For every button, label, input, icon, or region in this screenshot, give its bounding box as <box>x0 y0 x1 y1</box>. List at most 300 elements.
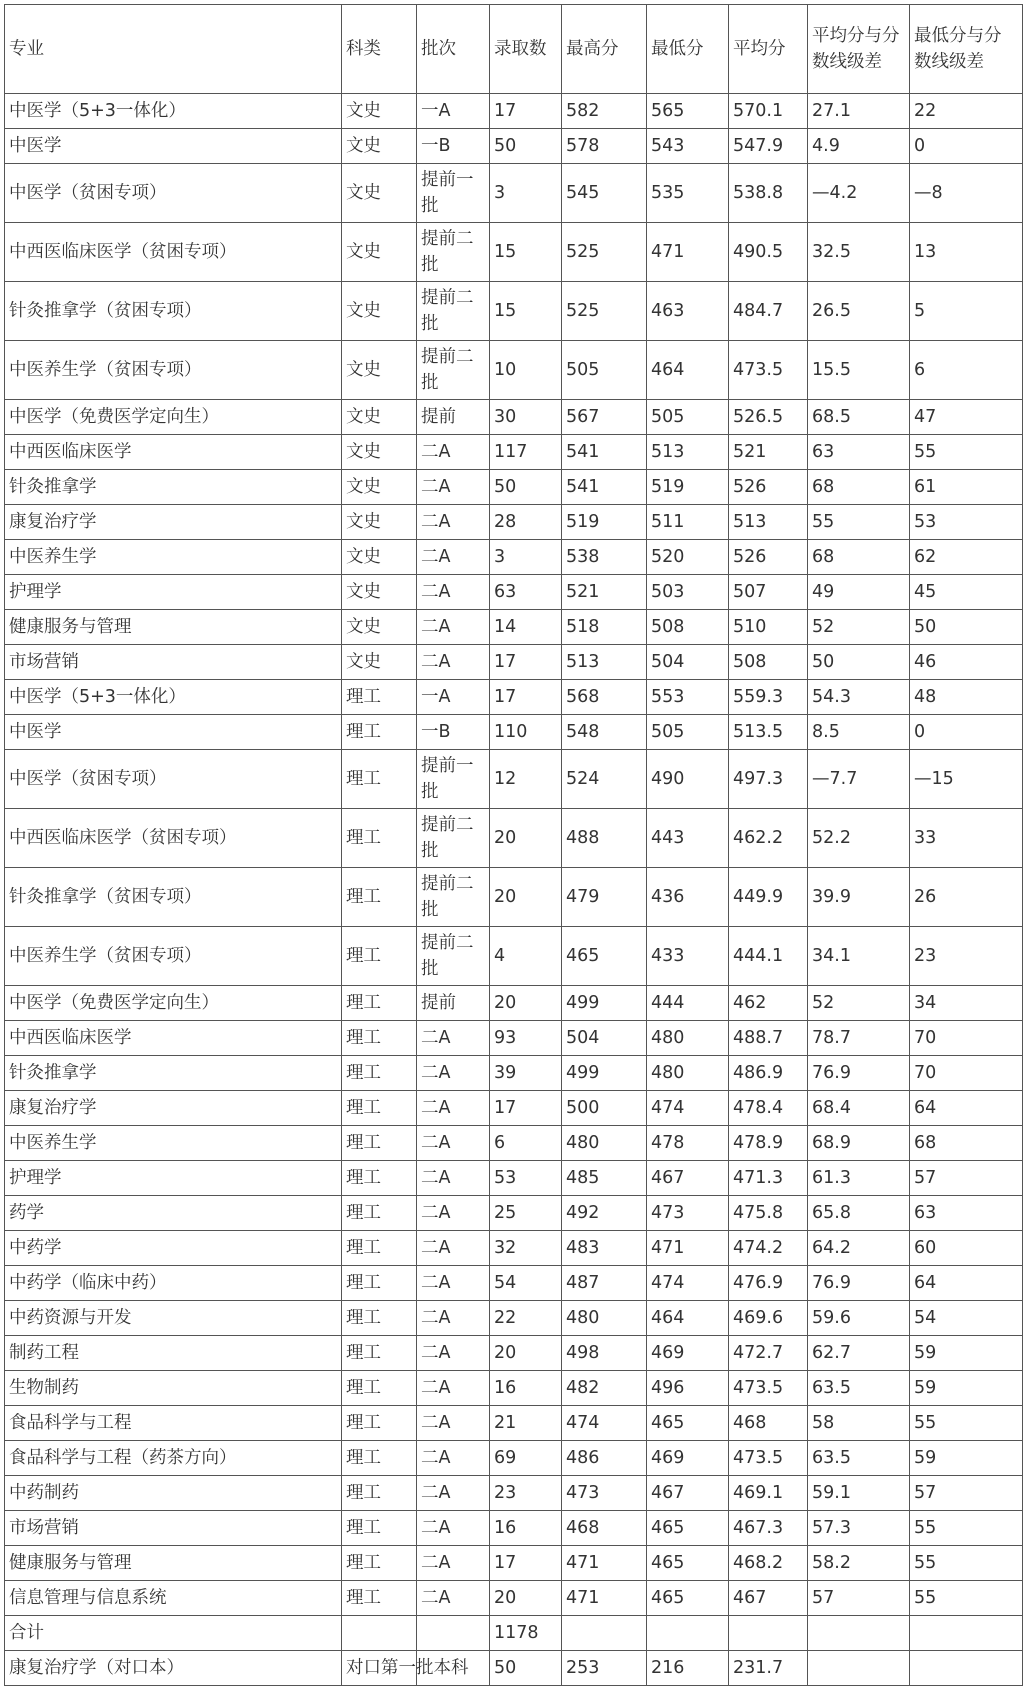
cell-avg-diff: 78.7 <box>808 1021 910 1056</box>
cell-min-score: 508 <box>647 610 729 645</box>
cell-admitted: 50 <box>490 1651 562 1686</box>
cell-admitted: 12 <box>490 750 562 809</box>
cell-max-score: 480 <box>562 1126 647 1161</box>
cell-admitted: 17 <box>490 94 562 129</box>
cell-avg-score: 486.9 <box>729 1056 808 1091</box>
cell-min-diff: 68 <box>910 1126 1023 1161</box>
cell-major: 药学 <box>5 1196 342 1231</box>
cell-min-diff: 5 <box>910 282 1023 341</box>
cell-min-diff <box>910 1616 1023 1651</box>
cell-category: 文史 <box>342 435 417 470</box>
cell-major: 中医学（免费医学定向生） <box>5 400 342 435</box>
cell-category: 理工 <box>342 927 417 986</box>
cell-min-diff: 63 <box>910 1196 1023 1231</box>
cell-admitted: 20 <box>490 809 562 868</box>
cell-admitted: 25 <box>490 1196 562 1231</box>
table-row <box>5 1441 1023 1476</box>
cell-admitted: 93 <box>490 1021 562 1056</box>
cell-max-score: 524 <box>562 750 647 809</box>
cell-min-score: 465 <box>647 1581 729 1616</box>
cell-category: 文史 <box>342 164 417 223</box>
cell-avg-score: 467 <box>729 1581 808 1616</box>
admission-score-table <box>4 4 1023 1686</box>
cell-avg-diff: 68 <box>808 470 910 505</box>
cell-batch: 二A <box>417 1581 490 1616</box>
cell-max-score: 471 <box>562 1546 647 1581</box>
cell-batch: 提前一批 <box>417 750 490 809</box>
cell-category: 理工 <box>342 986 417 1021</box>
cell-major: 中医养生学 <box>5 1126 342 1161</box>
cell-avg-score: 474.2 <box>729 1231 808 1266</box>
cell-min-diff: 6 <box>910 341 1023 400</box>
cell-max-score: 513 <box>562 645 647 680</box>
cell-min-score: 465 <box>647 1406 729 1441</box>
cell-max-score: 471 <box>562 1581 647 1616</box>
table-row <box>5 750 1023 809</box>
cell-avg-diff: 49 <box>808 575 910 610</box>
cell-avg-score: 521 <box>729 435 808 470</box>
cell-major: 中医学（贫困专项） <box>5 164 342 223</box>
cell-avg-score: 559.3 <box>729 680 808 715</box>
cell-avg-diff: 15.5 <box>808 341 910 400</box>
cell-admitted: 17 <box>490 1546 562 1581</box>
header-avg-score: 平均分 <box>729 5 808 94</box>
cell-admitted: 17 <box>490 680 562 715</box>
cell-major: 中医学 <box>5 129 342 164</box>
cell-avg-diff: 63.5 <box>808 1371 910 1406</box>
cell-admitted: 17 <box>490 1091 562 1126</box>
cell-avg-diff: 32.5 <box>808 223 910 282</box>
cell-min-score: 478 <box>647 1126 729 1161</box>
cell-admitted: 21 <box>490 1406 562 1441</box>
cell-avg-score: 473.5 <box>729 1371 808 1406</box>
table-row <box>5 1336 1023 1371</box>
cell-avg-diff: 52 <box>808 610 910 645</box>
cell-min-score: 490 <box>647 750 729 809</box>
cell-major: 中医学（免费医学定向生） <box>5 986 342 1021</box>
cell-avg-diff: 63 <box>808 435 910 470</box>
cell-major: 康复治疗学 <box>5 1091 342 1126</box>
cell-admitted: 117 <box>490 435 562 470</box>
table-row <box>5 1546 1023 1581</box>
cell-avg-score: 478.4 <box>729 1091 808 1126</box>
table-row <box>5 94 1023 129</box>
table-row <box>5 129 1023 164</box>
cell-max-score: 499 <box>562 1056 647 1091</box>
cell-batch: 二A <box>417 1336 490 1371</box>
cell-avg-score: 473.5 <box>729 1441 808 1476</box>
cell-max-score: 519 <box>562 505 647 540</box>
cell-admitted: 110 <box>490 715 562 750</box>
cell-avg-diff: 52.2 <box>808 809 910 868</box>
cell-admitted: 22 <box>490 1301 562 1336</box>
table-row <box>5 1091 1023 1126</box>
cell-batch: 二A <box>417 1476 490 1511</box>
cell-admitted: 15 <box>490 223 562 282</box>
cell-category: 文史 <box>342 505 417 540</box>
cell-avg-score: 513.5 <box>729 715 808 750</box>
cell-min-diff: 62 <box>910 540 1023 575</box>
cell-category: 文史 <box>342 470 417 505</box>
cell-max-score: 525 <box>562 223 647 282</box>
cell-batch: 二A <box>417 1056 490 1091</box>
cell-max-score: 483 <box>562 1231 647 1266</box>
cell-category: 理工 <box>342 1161 417 1196</box>
table-row <box>5 1476 1023 1511</box>
cell-admitted: 20 <box>490 986 562 1021</box>
cell-max-score: 538 <box>562 540 647 575</box>
cell-admitted: 30 <box>490 400 562 435</box>
table-row <box>5 986 1023 1021</box>
cell-category: 理工 <box>342 1336 417 1371</box>
cell-admitted: 20 <box>490 1336 562 1371</box>
header-min-score: 最低分 <box>647 5 729 94</box>
cell-admitted: 50 <box>490 129 562 164</box>
table-row <box>5 223 1023 282</box>
cell-batch: 二A <box>417 1196 490 1231</box>
cell-major: 食品科学与工程（药茶方向） <box>5 1441 342 1476</box>
cell-min-diff: —15 <box>910 750 1023 809</box>
cell-category: 理工 <box>342 1301 417 1336</box>
cell-category: 理工 <box>342 715 417 750</box>
cell-avg-diff: 58 <box>808 1406 910 1441</box>
cell-batch: 二A <box>417 1301 490 1336</box>
cell-avg-diff: 65.8 <box>808 1196 910 1231</box>
cell-min-diff: 0 <box>910 129 1023 164</box>
table-row <box>5 1371 1023 1406</box>
table-row <box>5 400 1023 435</box>
table-row <box>5 505 1023 540</box>
cell-avg-diff: 68.4 <box>808 1091 910 1126</box>
header-major: 专业 <box>5 5 342 94</box>
cell-avg-diff: 4.9 <box>808 129 910 164</box>
cell-min-diff: 53 <box>910 505 1023 540</box>
cell-min-score: 543 <box>647 129 729 164</box>
cell-min-score: 471 <box>647 223 729 282</box>
cell-avg-score: 471.3 <box>729 1161 808 1196</box>
cell-avg-score: 476.9 <box>729 1266 808 1301</box>
cell-min-score: 480 <box>647 1056 729 1091</box>
cell-min-score: 436 <box>647 868 729 927</box>
cell-category: 文史 <box>342 94 417 129</box>
cell-avg-score: 570.1 <box>729 94 808 129</box>
table-row <box>5 1616 1023 1651</box>
cell-batch: 一A <box>417 94 490 129</box>
cell-min-diff: 70 <box>910 1056 1023 1091</box>
cell-batch: 提前一批 <box>417 164 490 223</box>
cell-batch: 提前二批 <box>417 927 490 986</box>
cell-max-score: 479 <box>562 868 647 927</box>
cell-max-score: 473 <box>562 1476 647 1511</box>
table-row <box>5 1196 1023 1231</box>
cell-avg-diff: 58.2 <box>808 1546 910 1581</box>
cell-category: 理工 <box>342 1266 417 1301</box>
cell-avg-diff: —7.7 <box>808 750 910 809</box>
cell-admitted: 1178 <box>490 1616 562 1651</box>
cell-avg-diff: 62.7 <box>808 1336 910 1371</box>
cell-batch: 二A <box>417 1021 490 1056</box>
cell-batch: 提前二批 <box>417 223 490 282</box>
table-row <box>5 470 1023 505</box>
cell-major: 中西医临床医学（贫困专项） <box>5 223 342 282</box>
cell-max-score: 486 <box>562 1441 647 1476</box>
cell-min-diff: 55 <box>910 1406 1023 1441</box>
cell-max-score: 504 <box>562 1021 647 1056</box>
cell-major: 制药工程 <box>5 1336 342 1371</box>
cell-avg-score: 467.3 <box>729 1511 808 1546</box>
cell-max-score: 567 <box>562 400 647 435</box>
cell-min-diff: 57 <box>910 1476 1023 1511</box>
table-row <box>5 282 1023 341</box>
cell-avg-diff: 68.5 <box>808 400 910 435</box>
table-row <box>5 1126 1023 1161</box>
cell-batch: 提前二批 <box>417 868 490 927</box>
cell-min-score: 474 <box>647 1091 729 1126</box>
cell-batch: 二A <box>417 610 490 645</box>
cell-major: 针灸推拿学（贫困专项） <box>5 282 342 341</box>
cell-admitted: 32 <box>490 1231 562 1266</box>
cell-admitted: 17 <box>490 645 562 680</box>
cell-avg-score: 547.9 <box>729 129 808 164</box>
cell-category: 文史 <box>342 575 417 610</box>
cell-avg-diff: 61.3 <box>808 1161 910 1196</box>
cell-batch: 二A <box>417 645 490 680</box>
cell-avg-diff: 63.5 <box>808 1441 910 1476</box>
table-row <box>5 435 1023 470</box>
cell-category: 文史 <box>342 610 417 645</box>
header-max-score: 最高分 <box>562 5 647 94</box>
cell-max-score: 505 <box>562 341 647 400</box>
cell-avg-score: 526 <box>729 470 808 505</box>
cell-avg-score: 462.2 <box>729 809 808 868</box>
cell-major: 市场营销 <box>5 1511 342 1546</box>
cell-major: 健康服务与管理 <box>5 610 342 645</box>
cell-min-score: 505 <box>647 715 729 750</box>
cell-avg-diff: 68 <box>808 540 910 575</box>
cell-category: 理工 <box>342 1441 417 1476</box>
cell-max-score: 465 <box>562 927 647 986</box>
cell-batch: 提前二批 <box>417 809 490 868</box>
cell-major: 中西医临床医学 <box>5 1021 342 1056</box>
cell-min-diff: 48 <box>910 680 1023 715</box>
cell-min-diff: 57 <box>910 1161 1023 1196</box>
table-row <box>5 715 1023 750</box>
cell-admitted: 16 <box>490 1371 562 1406</box>
cell-min-score <box>647 1616 729 1651</box>
cell-max-score: 541 <box>562 435 647 470</box>
cell-major: 中医养生学（贫困专项） <box>5 341 342 400</box>
cell-min-score: 535 <box>647 164 729 223</box>
table-row <box>5 1511 1023 1546</box>
cell-min-diff: 64 <box>910 1266 1023 1301</box>
cell-batch: 一B <box>417 715 490 750</box>
cell-major: 中医学（5+3一体化） <box>5 94 342 129</box>
cell-category: 文史 <box>342 400 417 435</box>
cell-max-score: 487 <box>562 1266 647 1301</box>
cell-batch: 二A <box>417 1231 490 1266</box>
cell-min-score: 513 <box>647 435 729 470</box>
cell-batch <box>417 1616 490 1651</box>
cell-min-score: 565 <box>647 94 729 129</box>
cell-avg-diff: 55 <box>808 505 910 540</box>
cell-min-score: 464 <box>647 341 729 400</box>
cell-batch: 二A <box>417 1266 490 1301</box>
cell-category: 理工 <box>342 1511 417 1546</box>
table-row <box>5 575 1023 610</box>
cell-avg-diff: 26.5 <box>808 282 910 341</box>
cell-category: 理工 <box>342 1091 417 1126</box>
table-row <box>5 1161 1023 1196</box>
cell-batch: 提前 <box>417 986 490 1021</box>
cell-category: 理工 <box>342 1231 417 1266</box>
cell-max-score: 474 <box>562 1406 647 1441</box>
cell-avg-score: 484.7 <box>729 282 808 341</box>
cell-min-diff: 55 <box>910 1546 1023 1581</box>
cell-category: 文史 <box>342 645 417 680</box>
cell-major: 中医学 <box>5 715 342 750</box>
cell-min-score: 469 <box>647 1336 729 1371</box>
cell-admitted: 53 <box>490 1161 562 1196</box>
cell-category <box>342 1616 417 1651</box>
cell-min-diff: 61 <box>910 470 1023 505</box>
cell-category: 理工 <box>342 1126 417 1161</box>
cell-min-score: 433 <box>647 927 729 986</box>
cell-min-score: 480 <box>647 1021 729 1056</box>
cell-admitted: 50 <box>490 470 562 505</box>
cell-major: 针灸推拿学（贫困专项） <box>5 868 342 927</box>
cell-min-score: 504 <box>647 645 729 680</box>
table-row <box>5 1056 1023 1091</box>
table-row <box>5 341 1023 400</box>
cell-category: 文史 <box>342 540 417 575</box>
cell-max-score: 498 <box>562 1336 647 1371</box>
cell-max-score: 545 <box>562 164 647 223</box>
cell-admitted: 6 <box>490 1126 562 1161</box>
header-admitted: 录取数 <box>490 5 562 94</box>
cell-avg-diff: 76.9 <box>808 1056 910 1091</box>
cell-category: 理工 <box>342 1546 417 1581</box>
cell-category: 理工 <box>342 680 417 715</box>
cell-avg-score: 526.5 <box>729 400 808 435</box>
cell-max-score: 253 <box>562 1651 647 1686</box>
cell-category: 理工 <box>342 809 417 868</box>
table-row <box>5 868 1023 927</box>
cell-admitted: 28 <box>490 505 562 540</box>
cell-major: 中药学 <box>5 1231 342 1266</box>
cell-avg-score: 468 <box>729 1406 808 1441</box>
cell-avg-score: 497.3 <box>729 750 808 809</box>
cell-min-score: 471 <box>647 1231 729 1266</box>
header-batch: 批次 <box>417 5 490 94</box>
cell-major: 合计 <box>5 1616 342 1651</box>
cell-category: 文史 <box>342 282 417 341</box>
cell-batch: 二A <box>417 540 490 575</box>
cell-min-diff: 47 <box>910 400 1023 435</box>
table-row <box>5 1266 1023 1301</box>
cell-max-score: 482 <box>562 1371 647 1406</box>
cell-min-score: 520 <box>647 540 729 575</box>
cell-min-score: 465 <box>647 1546 729 1581</box>
cell-max-score: 485 <box>562 1161 647 1196</box>
cell-major: 中药学（临床中药） <box>5 1266 342 1301</box>
cell-avg-score <box>729 1616 808 1651</box>
cell-avg-score: 513 <box>729 505 808 540</box>
cell-avg-diff: 50 <box>808 645 910 680</box>
cell-min-diff: 59 <box>910 1336 1023 1371</box>
cell-avg-diff: —4.2 <box>808 164 910 223</box>
cell-batch: 二A <box>417 505 490 540</box>
cell-admitted: 69 <box>490 1441 562 1476</box>
cell-batch: 二A <box>417 1161 490 1196</box>
cell-major: 信息管理与信息系统 <box>5 1581 342 1616</box>
cell-max-score: 568 <box>562 680 647 715</box>
cell-admitted: 3 <box>490 540 562 575</box>
cell-batch: 提前 <box>417 400 490 435</box>
table-body <box>5 5 1023 1686</box>
cell-avg-diff: 54.3 <box>808 680 910 715</box>
cell-min-diff: 54 <box>910 1301 1023 1336</box>
cell-max-score: 521 <box>562 575 647 610</box>
cell-admitted: 16 <box>490 1511 562 1546</box>
table-row <box>5 680 1023 715</box>
cell-avg-score: 472.7 <box>729 1336 808 1371</box>
cell-category: 文史 <box>342 341 417 400</box>
cell-category: 理工 <box>342 868 417 927</box>
cell-major: 健康服务与管理 <box>5 1546 342 1581</box>
cell-category: 文史 <box>342 223 417 282</box>
cell-avg-score: 444.1 <box>729 927 808 986</box>
cell-min-score: 511 <box>647 505 729 540</box>
cell-min-score: 496 <box>647 1371 729 1406</box>
cell-min-diff: —8 <box>910 164 1023 223</box>
cell-min-diff: 26 <box>910 868 1023 927</box>
table-row <box>5 1301 1023 1336</box>
cell-category: 理工 <box>342 1371 417 1406</box>
cell-avg-score: 488.7 <box>729 1021 808 1056</box>
table-row <box>5 1651 1023 1686</box>
cell-avg-score: 478.9 <box>729 1126 808 1161</box>
table-row <box>5 1581 1023 1616</box>
cell-major: 康复治疗学 <box>5 505 342 540</box>
header-min-diff: 最低分与分数线级差 <box>910 5 1023 94</box>
cell-avg-diff: 34.1 <box>808 927 910 986</box>
cell-batch: 一A <box>417 680 490 715</box>
cell-max-score: 492 <box>562 1196 647 1231</box>
cell-admitted: 15 <box>490 282 562 341</box>
cell-batch: 二A <box>417 1406 490 1441</box>
cell-avg-score: 231.7 <box>729 1651 808 1686</box>
cell-admitted: 39 <box>490 1056 562 1091</box>
cell-batch: 一B <box>417 129 490 164</box>
cell-avg-diff: 59.1 <box>808 1476 910 1511</box>
cell-category: 理工 <box>342 750 417 809</box>
cell-avg-score: 510 <box>729 610 808 645</box>
cell-min-score: 464 <box>647 1301 729 1336</box>
cell-max-score <box>562 1616 647 1651</box>
table-row <box>5 927 1023 986</box>
cell-batch: 二A <box>417 575 490 610</box>
cell-batch: 二A <box>417 1441 490 1476</box>
cell-min-score: 519 <box>647 470 729 505</box>
cell-max-score: 541 <box>562 470 647 505</box>
cell-admitted: 20 <box>490 1581 562 1616</box>
cell-major: 针灸推拿学 <box>5 1056 342 1091</box>
cell-max-score: 480 <box>562 1301 647 1336</box>
cell-min-diff: 59 <box>910 1441 1023 1476</box>
cell-min-score: 463 <box>647 282 729 341</box>
cell-min-score: 216 <box>647 1651 729 1686</box>
cell-min-diff: 33 <box>910 809 1023 868</box>
